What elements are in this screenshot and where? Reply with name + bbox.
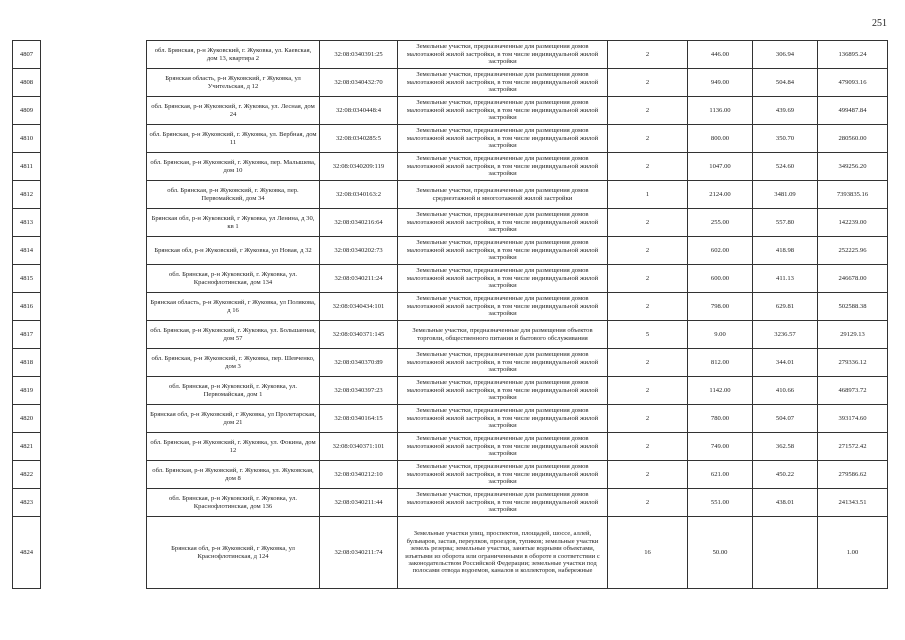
rate-cell: 410.66 <box>753 377 818 405</box>
rate-cell: 524.60 <box>753 153 818 181</box>
table-row <box>13 41 888 69</box>
row-number: 4820 <box>13 405 41 433</box>
gap-cell <box>41 237 147 265</box>
land-use-cell: Земельные участки улиц, проспектов, площадей, шоссе, аллей, бульваров, застав, переулков, проездов, тупиков; земельные участки земель резерва; земельные участки, занятые водными объектами, изъятыми из оборота или ограниченными в обороте в соответствии с законодательством Российской Федерации; земельные участки под полосами отвода водоемов, каналов и коллекторов, набережные <box>398 517 608 589</box>
cadastral-value-cell: 502588.38 <box>818 293 888 321</box>
cadastral-number-cell: 32:08:0340211:44 <box>320 489 398 517</box>
table-row <box>13 433 888 461</box>
gap-cell <box>41 433 147 461</box>
cadastral-value-cell: 252225.96 <box>818 237 888 265</box>
rate-cell: 504.84 <box>753 69 818 97</box>
row-number: 4814 <box>13 237 41 265</box>
cadastral-number-cell: 32:08:0340432:70 <box>320 69 398 97</box>
row-number: 4811 <box>13 153 41 181</box>
table-row <box>13 405 888 433</box>
group-cell: 2 <box>608 97 688 125</box>
cadastral-value-cell: 468973.72 <box>818 377 888 405</box>
land-use-cell: Земельные участки, предназначенные для размещения домов малоэтажной жилой застройки, в том числе индивидуальной жилой застройки <box>398 41 608 69</box>
cadastral-value-cell: 279336.12 <box>818 349 888 377</box>
area-cell: 800.00 <box>688 125 753 153</box>
row-number: 4822 <box>13 461 41 489</box>
area-cell: 1136.00 <box>688 97 753 125</box>
area-cell: 600.00 <box>688 265 753 293</box>
gap-cell <box>41 293 147 321</box>
cadastral-value-cell: 136895.24 <box>818 41 888 69</box>
group-cell: 2 <box>608 209 688 237</box>
cadastral-number-cell: 32:08:0340391:25 <box>320 41 398 69</box>
land-registry-table <box>12 40 888 589</box>
group-cell: 1 <box>608 181 688 209</box>
gap-cell <box>41 41 147 69</box>
row-number: 4821 <box>13 433 41 461</box>
area-cell: 621.00 <box>688 461 753 489</box>
address-cell: обл. Брянская, р-н Жуковский, г. Жуковка, ул. Жуковская, дом 8 <box>147 461 320 489</box>
row-number: 4812 <box>13 181 41 209</box>
cadastral-number-cell: 32:08:0340216:64 <box>320 209 398 237</box>
table-row <box>13 125 888 153</box>
table-row <box>13 69 888 97</box>
gap-cell <box>41 69 147 97</box>
address-cell: обл. Брянская, р-н Жуковский, г. Жуковка, ул. Первомайская, дом 1 <box>147 377 320 405</box>
gap-cell <box>41 153 147 181</box>
land-use-cell: Земельные участки, предназначенные для размещения домов малоэтажной жилой застройки, в том числе индивидуальной жилой застройки <box>398 153 608 181</box>
table-row <box>13 517 888 589</box>
table-row <box>13 349 888 377</box>
gap-cell <box>41 349 147 377</box>
land-use-cell: Земельные участки, предназначенные для размещения домов малоэтажной жилой застройки, в том числе индивидуальной жилой застройки <box>398 97 608 125</box>
group-cell: 2 <box>608 265 688 293</box>
land-use-cell: Земельные участки, предназначенные для размещения домов среднеэтажной и многоэтажной жилой застройки <box>398 181 608 209</box>
land-use-cell: Земельные участки, предназначенные для размещения домов малоэтажной жилой застройки, в том числе индивидуальной жилой застройки <box>398 209 608 237</box>
land-use-cell: Земельные участки, предназначенные для размещения объектов торговли, общественного питания и бытового обслуживания <box>398 321 608 349</box>
gap-cell <box>41 517 147 589</box>
rate-cell: 3481.09 <box>753 181 818 209</box>
land-use-cell: Земельные участки, предназначенные для размещения домов малоэтажной жилой застройки, в том числе индивидуальной жилой застройки <box>398 377 608 405</box>
cadastral-number-cell: 32:08:0340211:24 <box>320 265 398 293</box>
table-row <box>13 237 888 265</box>
group-cell: 2 <box>608 349 688 377</box>
rate-cell: 411.13 <box>753 265 818 293</box>
table-row <box>13 293 888 321</box>
cadastral-number-cell: 32:08:0340285:5 <box>320 125 398 153</box>
row-number: 4817 <box>13 321 41 349</box>
row-number: 4809 <box>13 97 41 125</box>
cadastral-value-cell: 479093.16 <box>818 69 888 97</box>
area-cell: 949.00 <box>688 69 753 97</box>
address-cell: Брянская обл, р-н Жуковский, г Жуковка, ул Пролетарская, дом 21 <box>147 405 320 433</box>
land-use-cell: Земельные участки, предназначенные для размещения домов малоэтажной жилой застройки, в том числе индивидуальной жилой застройки <box>398 69 608 97</box>
address-cell: обл. Брянская, р-н Жуковский, г. Жуковка, пер. Малышева, дом 10 <box>147 153 320 181</box>
land-use-cell: Земельные участки, предназначенные для размещения домов малоэтажной жилой застройки, в том числе индивидуальной жилой застройки <box>398 293 608 321</box>
row-number: 4807 <box>13 41 41 69</box>
area-cell: 1142.00 <box>688 377 753 405</box>
rate-cell: 350.70 <box>753 125 818 153</box>
gap-cell <box>41 181 147 209</box>
address-cell: Брянская область, р-н Жуковский, г Жуковка, ул Полякова, д 16 <box>147 293 320 321</box>
area-cell: 2124.00 <box>688 181 753 209</box>
address-cell: обл. Брянская, р-н Жуковский, г. Жуковка, пер. Шевченко, дом 3 <box>147 349 320 377</box>
address-cell: обл. Брянская, р-н Жуковский, г. Жуковка, ул. Вербная, дом 11 <box>147 125 320 153</box>
address-cell: обл. Брянская, р-н Жуковский, г. Жуковка, ул. Краснофлотинская, дом 134 <box>147 265 320 293</box>
group-cell: 2 <box>608 41 688 69</box>
rate-cell: 418.98 <box>753 237 818 265</box>
land-use-cell: Земельные участки, предназначенные для размещения домов малоэтажной жилой застройки, в том числе индивидуальной жилой застройки <box>398 405 608 433</box>
group-cell: 2 <box>608 293 688 321</box>
cadastral-number-cell: 32:08:0340370:89 <box>320 349 398 377</box>
cadastral-number-cell: 32:08:0340209:119 <box>320 153 398 181</box>
cadastral-value-cell: 349256.20 <box>818 153 888 181</box>
row-number: 4815 <box>13 265 41 293</box>
table-row <box>13 321 888 349</box>
gap-cell <box>41 321 147 349</box>
gap-cell <box>41 461 147 489</box>
rate-cell <box>753 517 818 589</box>
land-use-cell: Земельные участки, предназначенные для размещения домов малоэтажной жилой застройки, в том числе индивидуальной жилой застройки <box>398 433 608 461</box>
row-number: 4824 <box>13 517 41 589</box>
address-cell: Брянская область, р-н Жуковский, г Жуковка, ул Учительская, д 12 <box>147 69 320 97</box>
address-cell: обл. Брянская, р-н Жуковский, г. Жуковка, ул. Краснофлотинская, дом 136 <box>147 489 320 517</box>
cadastral-number-cell: 32:08:0340164:15 <box>320 405 398 433</box>
table-row <box>13 265 888 293</box>
table-row <box>13 209 888 237</box>
cadastral-number-cell: 32:08:0340397:23 <box>320 377 398 405</box>
area-cell: 551.00 <box>688 489 753 517</box>
rate-cell: 3236.57 <box>753 321 818 349</box>
area-cell: 749.00 <box>688 433 753 461</box>
gap-cell <box>41 97 147 125</box>
rate-cell: 306.94 <box>753 41 818 69</box>
gap-cell <box>41 405 147 433</box>
table-row <box>13 181 888 209</box>
group-cell: 16 <box>608 517 688 589</box>
registry-body <box>13 41 888 589</box>
rate-cell: 629.81 <box>753 293 818 321</box>
address-cell: Брянская обл, р-н Жуковский, г Жуковка, ул Ленина, д 30, кв 1 <box>147 209 320 237</box>
cadastral-number-cell: 32:08:0340371:101 <box>320 433 398 461</box>
row-number: 4808 <box>13 69 41 97</box>
group-cell: 2 <box>608 237 688 265</box>
row-number: 4823 <box>13 489 41 517</box>
cadastral-value-cell: 142239.00 <box>818 209 888 237</box>
cadastral-number-cell: 32:08:0340202:73 <box>320 237 398 265</box>
gap-cell <box>41 209 147 237</box>
address-cell: обл. Брянская, р-н Жуковский, г. Жуковка, ул. Большанная, дом 57 <box>147 321 320 349</box>
address-cell: Брянская обл, р-н Жуковский, г Жуковка, ул Новая, д 32 <box>147 237 320 265</box>
rate-cell: 438.01 <box>753 489 818 517</box>
area-cell: 602.00 <box>688 237 753 265</box>
area-cell: 812.00 <box>688 349 753 377</box>
address-cell: обл. Брянская, р-н Жуковский, г. Жуковка, пер. Первомайский, дом 34 <box>147 181 320 209</box>
group-cell: 2 <box>608 489 688 517</box>
area-cell: 255.00 <box>688 209 753 237</box>
gap-cell <box>41 125 147 153</box>
gap-cell <box>41 265 147 293</box>
group-cell: 2 <box>608 377 688 405</box>
rate-cell: 450.22 <box>753 461 818 489</box>
group-cell: 2 <box>608 125 688 153</box>
rate-cell: 344.01 <box>753 349 818 377</box>
cadastral-value-cell: 280560.00 <box>818 125 888 153</box>
group-cell: 2 <box>608 433 688 461</box>
gap-cell <box>41 489 147 517</box>
group-cell: 2 <box>608 153 688 181</box>
page-number: 251 <box>872 18 887 29</box>
row-number: 4810 <box>13 125 41 153</box>
area-cell: 9.00 <box>688 321 753 349</box>
rate-cell: 362.58 <box>753 433 818 461</box>
cadastral-number-cell: 32:08:0340163:2 <box>320 181 398 209</box>
cadastral-value-cell: 279586.62 <box>818 461 888 489</box>
address-cell: обл. Брянская, р-н Жуковский, г. Жуковка, ул. Лесная, дом 24 <box>147 97 320 125</box>
group-cell: 2 <box>608 69 688 97</box>
row-number: 4816 <box>13 293 41 321</box>
rate-cell: 439.69 <box>753 97 818 125</box>
group-cell: 2 <box>608 405 688 433</box>
address-cell: Брянская обл, р-н Жуковский, г Жуковка, ул Краснофлотинская, д 124 <box>147 517 320 589</box>
land-use-cell: Земельные участки, предназначенные для размещения домов малоэтажной жилой застройки, в том числе индивидуальной жилой застройки <box>398 349 608 377</box>
cadastral-value-cell: 241343.51 <box>818 489 888 517</box>
area-cell: 1047.00 <box>688 153 753 181</box>
cadastral-number-cell: 32:08:0340371:145 <box>320 321 398 349</box>
land-use-cell: Земельные участки, предназначенные для размещения домов малоэтажной жилой застройки, в том числе индивидуальной жилой застройки <box>398 125 608 153</box>
cadastral-value-cell: 499487.84 <box>818 97 888 125</box>
area-cell: 50.00 <box>688 517 753 589</box>
rate-cell: 557.80 <box>753 209 818 237</box>
group-cell: 2 <box>608 461 688 489</box>
cadastral-number-cell: 32:08:0340448:4 <box>320 97 398 125</box>
cadastral-value-cell: 271572.42 <box>818 433 888 461</box>
cadastral-value-cell: 1.00 <box>818 517 888 589</box>
group-cell: 5 <box>608 321 688 349</box>
area-cell: 446.00 <box>688 41 753 69</box>
table-row <box>13 153 888 181</box>
row-number: 4813 <box>13 209 41 237</box>
rate-cell: 504.07 <box>753 405 818 433</box>
address-cell: обл. Брянская, р-н Жуковский, г. Жуковка, ул. Фокина, дом 12 <box>147 433 320 461</box>
row-number: 4819 <box>13 377 41 405</box>
row-number: 4818 <box>13 349 41 377</box>
table-row <box>13 461 888 489</box>
land-use-cell: Земельные участки, предназначенные для размещения домов малоэтажной жилой застройки, в том числе индивидуальной жилой застройки <box>398 489 608 517</box>
cadastral-value-cell: 7393835.16 <box>818 181 888 209</box>
land-use-cell: Земельные участки, предназначенные для размещения домов малоэтажной жилой застройки, в том числе индивидуальной жилой застройки <box>398 237 608 265</box>
table-row <box>13 377 888 405</box>
land-use-cell: Земельные участки, предназначенные для размещения домов малоэтажной жилой застройки, в том числе индивидуальной жилой застройки <box>398 265 608 293</box>
cadastral-number-cell: 32:08:0340212:10 <box>320 461 398 489</box>
area-cell: 798.00 <box>688 293 753 321</box>
gap-cell <box>41 377 147 405</box>
table-row <box>13 97 888 125</box>
cadastral-value-cell: 393174.60 <box>818 405 888 433</box>
land-use-cell: Земельные участки, предназначенные для размещения домов малоэтажной жилой застройки, в том числе индивидуальной жилой застройки <box>398 461 608 489</box>
address-cell: обл. Брянская, р-н Жуковский, г. Жуковка, ул. Каевская, дом 13, квартира 2 <box>147 41 320 69</box>
cadastral-number-cell: 32:08:0340211:74 <box>320 517 398 589</box>
cadastral-value-cell: 29129.13 <box>818 321 888 349</box>
area-cell: 780.00 <box>688 405 753 433</box>
cadastral-value-cell: 246678.00 <box>818 265 888 293</box>
cadastral-number-cell: 32:08:0340434:101 <box>320 293 398 321</box>
table-row <box>13 489 888 517</box>
